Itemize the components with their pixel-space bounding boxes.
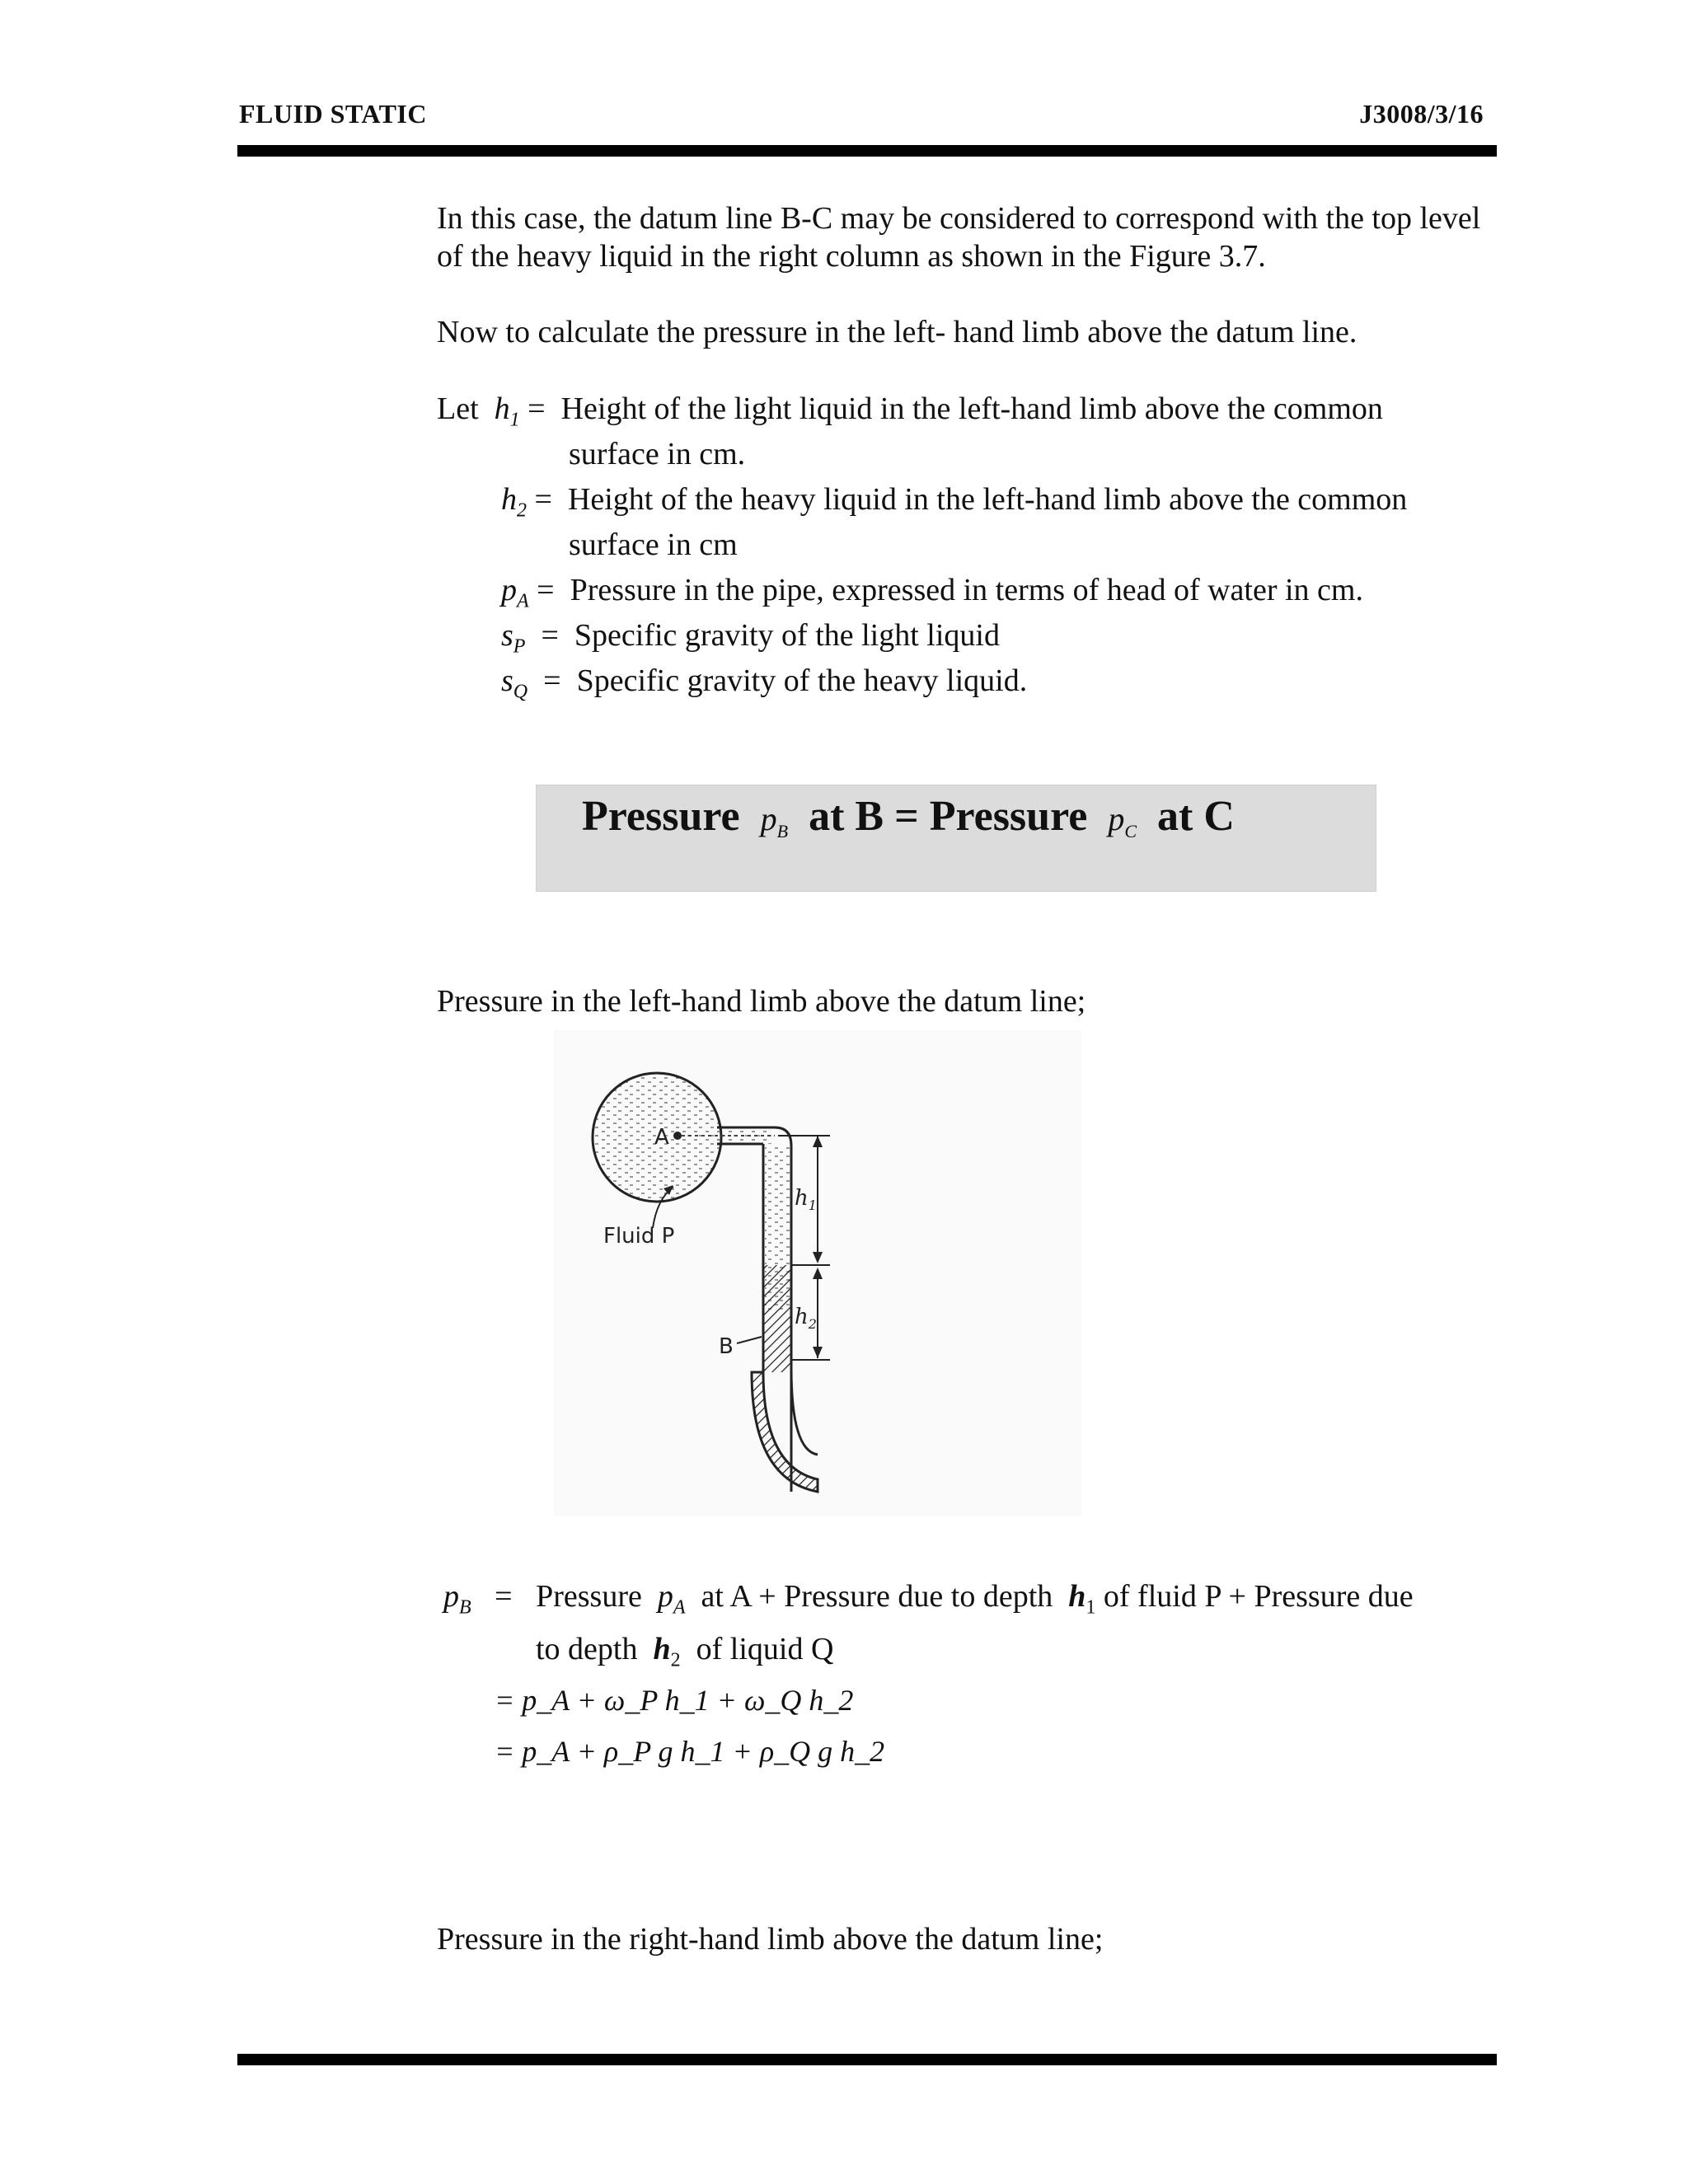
right-limb-label: Pressure in the right-hand limb above the datum line; <box>437 1922 1104 1957</box>
page-code: J3008/3/16 <box>1359 99 1484 129</box>
definition-pA: $p_A$ = Pressure in the pipe, expressed in terms of head of water in cm. <box>501 573 1363 612</box>
label-fluid-P: Fluid P <box>603 1224 675 1249</box>
key-equation-box <box>536 785 1376 892</box>
label-B: B <box>719 1334 734 1359</box>
let-word: Let <box>437 391 479 426</box>
definition-h1-cont: surface in cm. <box>569 437 746 471</box>
label-A: A <box>654 1125 669 1150</box>
pressure-equation-line1: $p_B$ = Pressure $p_A$ at A + Pressure due to depth $h_1$ of fluid P + Pressure due <box>443 1579 1414 1619</box>
footer-rule <box>237 2054 1497 2065</box>
key-equation: Pressure $p_B$ at B = Pressure $p_C$ at C <box>582 793 1235 841</box>
intro-paragraph-2: Now to calculate the pressure in the left- hand limb above the datum line. <box>437 315 1357 349</box>
definition-sP: $s_P$ = Specific gravity of the light liquid <box>501 618 1000 658</box>
pressure-equation-line3: = p_A + ρ_P g h_1 + ρ_Q g h_2 <box>495 1735 885 1768</box>
definition-h2-cont: surface in cm <box>569 527 738 562</box>
point-A <box>673 1132 682 1140</box>
pressure-equation-line2: = p_A + ω_P h_1 + ω_Q h_2 <box>495 1684 854 1717</box>
label-h2: $h_2$ <box>795 1305 817 1332</box>
pC-symbol: $p_C$ <box>1108 800 1137 841</box>
label-h1: $h_1$ <box>795 1186 817 1213</box>
connector-tube <box>717 1127 775 1144</box>
pressure-equation-line1-cont: to depth $h_2$ of liquid Q <box>536 1632 834 1671</box>
definition-h2: $h_2$ = Height of the heavy liquid in the left-hand limb above the common <box>501 482 1408 522</box>
definition-sQ: $s_Q$ = Specific gravity of the heavy liquid. <box>501 663 1028 703</box>
intro-paragraph: In this case, the datum line B-C may be considered to correspond with the top level of the heavy liquid in the right column as shown in the Figure 3.7. <box>437 201 1481 274</box>
running-header-title: FLUID STATIC <box>239 99 427 129</box>
manometer-diagram <box>554 1030 1081 1516</box>
left-limb-label: Pressure in the left-hand limb above the datum line; <box>437 984 1086 1019</box>
definition-h1: Let $h_1$ = Height of the light liquid in the left-hand limb above the common <box>437 391 1383 431</box>
header-rule <box>237 145 1497 157</box>
u-bend <box>752 1372 818 1492</box>
pB-symbol: $p_B$ <box>760 800 789 841</box>
heavy-liquid <box>763 1265 791 1372</box>
manometer-figure <box>554 1030 1081 1516</box>
